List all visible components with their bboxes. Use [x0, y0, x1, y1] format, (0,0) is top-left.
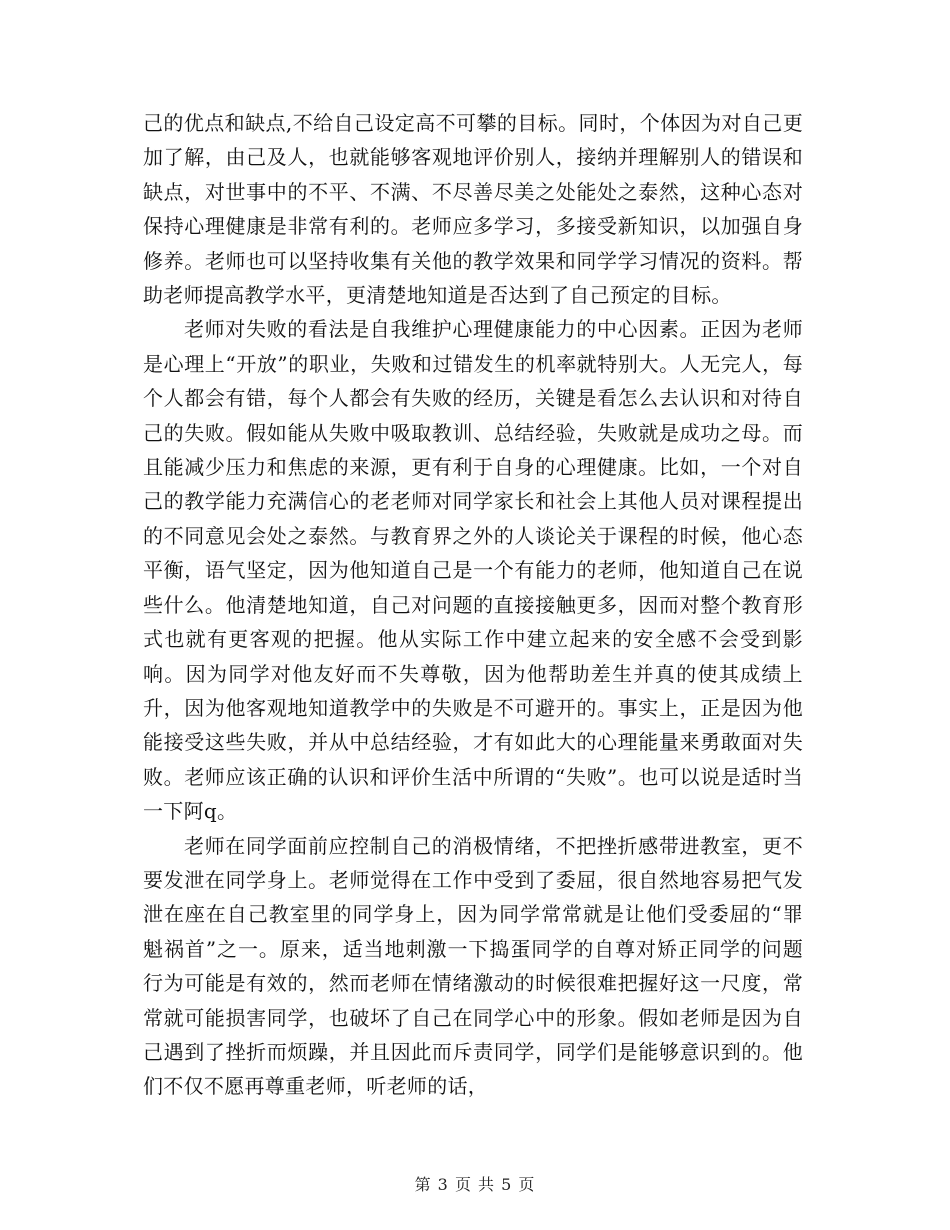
paragraph-emotion-control: 老师在同学面前应控制自己的消极情绪，不把挫折感带进教室，更不要发泄在同学身上。老师觉得在工作中受到了委屈，很自然地容易把气发泄在座在自己教室里的同学身上，因为同学常常就是让他们受委屈的“罪魁祸首”之一。原来，适当地刺激一下捣蛋同学的自尊对矫正同学的问题行为可能是有效的，然而老师在情绪激动的时候很难把握好这一尺度，常常就可能损害同学，也破坏了自己在同学心中的形象。假如老师是因为自己遇到了挫折而烦躁，并且因此而斥责同学，同学们是能够意识到的。他们不仅不愿再尊重老师，听老师的话， — [143, 833, 803, 1099]
document-body — [143, 106, 803, 1104]
paragraph-continuation: 己的优点和缺点,不给自己设定高不可攀的目标。同时，个体因为对自己更加了解，由己及人，也就能够客观地评价别人，接纳并理解别人的错误和缺点，对世事中的不平、不满、不尽善尽美之处能处之泰然，这种心态对保持心理健康是非常有利的。老师应多学习，多接受新知识，以加强自身修养。老师也可以坚持收集有关他的教学效果和同学学习情况的资料。帮助老师提高教学水平，更清楚地知道是否达到了自己预定的目标。 — [143, 111, 803, 308]
paragraph-failure-attitude: 老师对失败的看法是自我维护心理健康能力的中心因素。正因为老师是心理上“开放”的职业，失败和过错发生的机率就特别大。人无完人，每个人都会有错，每个人都会有失败的经历，关键是看怎么去认识和对待自己的失败。假如能从失败中吸取教训、总结经验，失败就是成功之母。而且能减少压力和焦虑的来源，更有利于自身的心理健康。比如，一个对自己的教学能力充满信心的老老师对同学家长和社会上其他人员对课程提出的不同意见会处之泰然。与教育界之外的人谈论关于课程的时候，他心态平衡，语气坚定，因为他知道自己是一个有能力的老师，他知道自己在说些什么。他清楚地知道，自己对问题的直接接触更多，因而对整个教育形式也就有更客观的把握。他从实际工作中建立起来的安全感不会受到影响。因为同学对他友好而不失尊敬，因为他帮助差生并真的使其成绩上升，因为他客观地知道教学中的失败是不可避开的。事实上，正是因为他能接受这些失败，并从中总结经验，才有如此大的心理能量来勇敢面对失败。老师应该正确的认识和评价生活中所谓的“失败”。也可以说是适时当一下阿q。 — [143, 317, 803, 824]
page-number-footer: 第 3 页 共 5 页 — [414, 1175, 536, 1194]
